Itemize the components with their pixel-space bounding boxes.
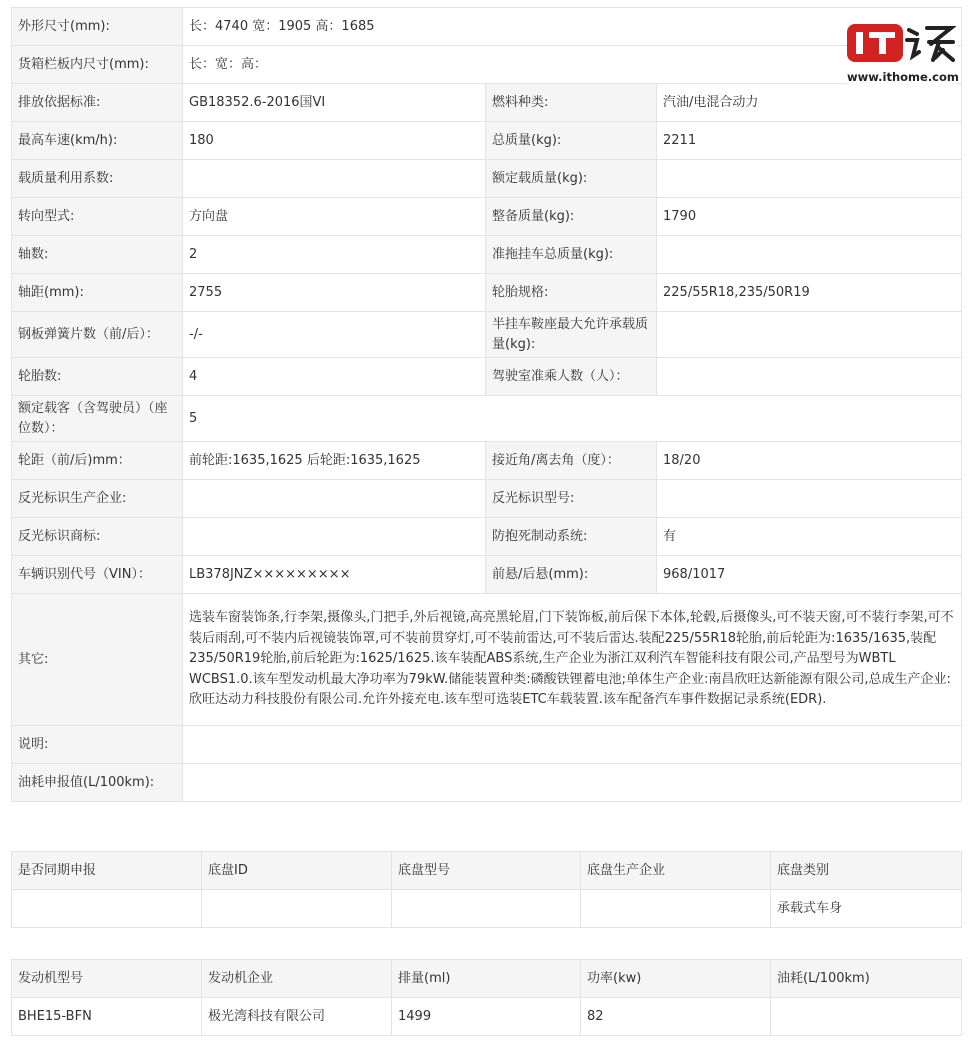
spec-label: 轴距(mm):	[12, 274, 183, 312]
spec-label: 轮胎数:	[12, 358, 183, 396]
spec-value: 2755	[183, 274, 486, 312]
column-header: 油耗(L/100km)	[771, 960, 962, 998]
spec-value	[657, 312, 962, 358]
spec-value	[183, 764, 962, 802]
spec-row	[12, 236, 962, 274]
spec-value: 180	[183, 122, 486, 160]
spec-value	[183, 480, 486, 518]
spec-value	[657, 236, 962, 274]
table-cell: 1499	[392, 998, 581, 1036]
spec-value: 225/55R18,235/50R19	[657, 274, 962, 312]
engine-table	[11, 959, 962, 1036]
spec-value	[657, 160, 962, 198]
spec-label: 转向型式:	[12, 198, 183, 236]
column-header: 排量(ml)	[392, 960, 581, 998]
spec-value: 2211	[657, 122, 962, 160]
spec-label: 燃料种类:	[486, 84, 657, 122]
vehicle-spec-table	[11, 7, 962, 802]
spec-label: 轴数:	[12, 236, 183, 274]
spec-row-notes	[12, 726, 962, 764]
spec-label: 反光标识商标:	[12, 518, 183, 556]
spec-label: 其它:	[12, 594, 183, 726]
table-cell: 82	[581, 998, 771, 1036]
spec-label: 前悬/后悬(mm):	[486, 556, 657, 594]
table-cell: 极光湾科技有限公司	[202, 998, 392, 1036]
table-cell	[392, 890, 581, 928]
spec-value: 18/20	[657, 442, 962, 480]
spec-value: 1790	[657, 198, 962, 236]
spec-row	[12, 122, 962, 160]
spec-label: 防抱死制动系统:	[486, 518, 657, 556]
column-header: 底盘型号	[392, 852, 581, 890]
spec-label: 外形尺寸(mm):	[12, 8, 183, 46]
column-header: 功率(kw)	[581, 960, 771, 998]
spec-value: 有	[657, 518, 962, 556]
spec-label: 最高车速(km/h):	[12, 122, 183, 160]
spec-row	[12, 556, 962, 594]
chassis-data-row	[12, 890, 962, 928]
spec-label: 油耗申报值(L/100km):	[12, 764, 183, 802]
spec-label: 载质量利用系数:	[12, 160, 183, 198]
spec-label: 半挂车鞍座最大允许承载质量(kg):	[486, 312, 657, 358]
chassis-table	[11, 851, 962, 928]
spec-value: 前轮距:1635,1625 后轮距:1635,1625	[183, 442, 486, 480]
column-header: 发动机企业	[202, 960, 392, 998]
ithome-logo	[847, 20, 957, 86]
spec-label: 接近角/离去角（度）：	[486, 442, 657, 480]
spec-label: 准拖挂车总质量(kg):	[486, 236, 657, 274]
spec-row	[12, 312, 962, 358]
ithome-site-url: www.ithome.com	[847, 70, 959, 84]
spec-row	[12, 84, 962, 122]
spec-row-other	[12, 594, 962, 726]
spec-label: 车辆识别代号（VIN）：	[12, 556, 183, 594]
spec-value	[657, 358, 962, 396]
spec-value: 968/1017	[657, 556, 962, 594]
ithome-logo-icon	[847, 20, 957, 66]
spec-value	[183, 160, 486, 198]
table-cell: BHE15-BFN	[12, 998, 202, 1036]
spec-label: 驾驶室准乘人数（人）：	[486, 358, 657, 396]
spec-label: 反光标识型号:	[486, 480, 657, 518]
column-header: 是否同期申报	[12, 852, 202, 890]
spec-label: 额定载客（含驾驶员）（座位数）：	[12, 396, 183, 442]
spec-label: 轮胎规格:	[486, 274, 657, 312]
spec-value: 方向盘	[183, 198, 486, 236]
spec-value: -/-	[183, 312, 486, 358]
column-header: 发动机型号	[12, 960, 202, 998]
spec-label: 钢板弹簧片数（前/后）：	[12, 312, 183, 358]
spec-label: 排放依据标准:	[12, 84, 183, 122]
spec-value: 2	[183, 236, 486, 274]
spec-label: 整备质量(kg):	[486, 198, 657, 236]
column-header: 底盘类别	[771, 852, 962, 890]
spec-label: 反光标识生产企业:	[12, 480, 183, 518]
spec-label: 轮距（前/后)mm：	[12, 442, 183, 480]
table-cell	[581, 890, 771, 928]
spec-row	[12, 160, 962, 198]
spec-value: 长：宽：高：	[183, 46, 962, 84]
engine-header-row	[12, 960, 962, 998]
column-header: 底盘ID	[202, 852, 392, 890]
spec-value: 长：4740 宽：1905 高：1685	[183, 8, 962, 46]
spec-value: 4	[183, 358, 486, 396]
spec-value	[183, 518, 486, 556]
spec-label: 说明:	[12, 726, 183, 764]
spec-row-cargo-box	[12, 46, 962, 84]
spec-row-dimensions	[12, 8, 962, 46]
engine-data-row	[12, 998, 962, 1036]
chassis-header-row	[12, 852, 962, 890]
spec-row	[12, 358, 962, 396]
spec-value	[657, 480, 962, 518]
spec-row	[12, 518, 962, 556]
spec-value: 汽油/电混合动力	[657, 84, 962, 122]
spec-value: LB378JNZ×××××××××	[183, 556, 486, 594]
spec-label: 额定载质量(kg):	[486, 160, 657, 198]
table-cell	[12, 890, 202, 928]
spec-value-other: 选装车窗装饰条,行李架,摄像头,门把手,外后视镜,高亮黑轮眉,门下装饰板,前后保下本体,轮毂,后摄像头,可不装天窗,可不装行李架,可不装后雨刮,可不装内后视镜装饰罩,可不装前贯穿灯,可不装前雷达,可不装后雷达.装配225/55R18轮胎,前后轮距为:1635/1635,装配235/50R19轮胎,前后轮距为:1625/1625.该车装配ABS系统,生产企业为浙江双利汽车智能科技有限公司,产品型号为WBTL WCBS1.0.该车型发动机最大净功率为79kW.储能装置种类:磷酸铁锂蓄电池;单体生产企业:南昌欣旺达新能源有限公司,总成生产企业:欣旺达动力科技股份有限公司.允许外接充电.该车型可选装ETC车载装置.该车配备汽车事件数据记录系统(EDR).	[183, 594, 962, 726]
table-cell	[202, 890, 392, 928]
spec-value: GB18352.6-2016国VI	[183, 84, 486, 122]
spec-row	[12, 480, 962, 518]
spec-row	[12, 442, 962, 480]
spec-row-fuel	[12, 764, 962, 802]
spec-row	[12, 198, 962, 236]
spec-value	[183, 726, 962, 764]
spec-label: 货箱栏板内尺寸(mm):	[12, 46, 183, 84]
spec-row	[12, 274, 962, 312]
table-cell	[771, 998, 962, 1036]
spec-row-seats	[12, 396, 962, 442]
table-cell: 承载式车身	[771, 890, 962, 928]
spec-label: 总质量(kg):	[486, 122, 657, 160]
column-header: 底盘生产企业	[581, 852, 771, 890]
spec-value: 5	[183, 396, 962, 442]
